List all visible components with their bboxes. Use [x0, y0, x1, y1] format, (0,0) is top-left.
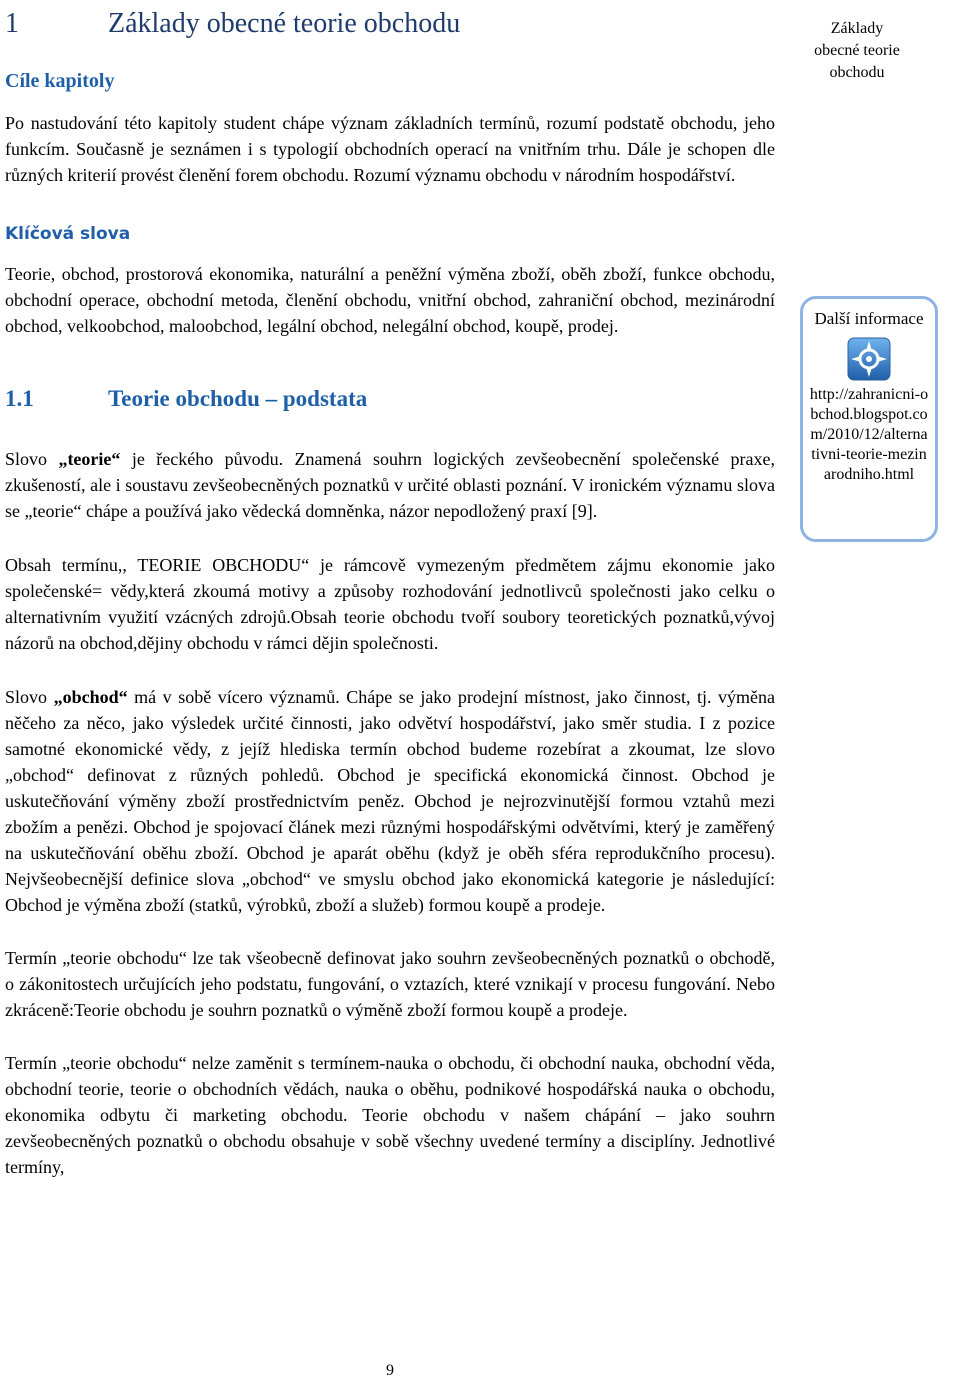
paragraph-termin-1: Termín „teorie obchodu“ lze tak všeobecně definovat jako souhrn zevšeobecněných poznatků o obchodě, o zákonitostech určujících jeho podstatu, fungování, o vztazích, které vznikají v procesu fungování. Nebo zkráceně:Teorie obchodu je souhrn poznatků o výměně zboží formou koupě a prodeje.	[5, 948, 775, 1020]
section-heading	[5, 383, 775, 415]
paragraph-termin-2: Termín „teorie obchodu“ nelze zaměnit s termínem-nauka o obchodu, či obchodní nauka, obchodní věda, obchodní teorie, teorie o obchodních vědách, nauka o oběhu, podnikové hospodářská nauka o obchodu, ekonomika odbytu či marketing obchodu. Teorie obchodu v našem chápání – jako souhrn zevšeobecněných poznatků o obchodu obsahuje v sobě všechny uvedené termíny a disciplíny. Jednotlivé termíny,	[5, 1053, 775, 1177]
compass-globe-icon	[847, 337, 891, 381]
section-title: Teorie obchodu – podstata	[108, 386, 368, 411]
keywords-paragraph: Teorie, obchod, prostorová ekonomika, naturální a peněžní výměna zboží, oběh zboží, funkce obchodu, obchodní operace, obchodní metoda, členění obchodu, vnitřní obchod, zahraniční obchod, mezinárodní obchod, velkoobchod, maloobchod, legální obchod, nelegální obchod, koupě, prodej.	[5, 264, 775, 336]
goals-paragraph: Po nastudování této kapitoly student chápe význam základních termínů, rozumí podstatě obchodu, jeho funkcím. Současně je seznámen i s typologií obchodních operací na vnitřním trhu. Dále je schopen dle různých kriterií provést členění forem obchodu. Rozumí významu obchodu v národním hospodářství.	[5, 113, 775, 185]
section-number: 1.1	[5, 386, 34, 411]
bold-term: „teorie“	[58, 449, 121, 469]
paragraph-obsah: Obsah termínu,, TEORIE OBCHODU“ je rámcově vymezeným předmětem zájmu ekonomie jako společenské= vědy,která zkoumá motivy a způsoby rozhodování jednotlivců společnosti jako celku o alternativním využití vzácných zdrojů.Obsah teorie obchodu tvoří soubory teoretických poznatků,vývoj názorů na obchod,dějiny obchodu v rámci dějin společnosti.	[5, 555, 775, 653]
chapter-heading	[5, 4, 775, 44]
paragraph-slovo-obchod	[5, 684, 775, 918]
main-column	[5, 0, 775, 1180]
page-number: 9	[386, 1362, 394, 1379]
margin-note: Základy obecné teorie obchodu	[814, 20, 900, 81]
chapter-title: Základy obecné teorie obchodu	[108, 8, 461, 39]
text-run: je řeckého původu. Znamená souhrn logických zevšeobecnění společenské praxe, zkušeností, ale i soustavu zevšeobecněných poznatků v určité oblasti poznání. V ironickém významu slova se „teorie“ chápe a používá jako vědecká domněnka, názor nepodložený praxí [9].	[5, 449, 775, 521]
keywords-heading: Klíčová slova	[5, 224, 131, 244]
text-run: má v sobě vícero významů. Chápe se jako prodejní místnost, jako činnost, tj. výměna něčeho za něco, jako výsledek určité činnosti, jako odvětví hospodářství, jako směr studia. I z pozice samotné ekonomické vědy, z jejíž hlediska termín obchod budeme rozebírat a zkoumat, lze slovo „obchod“ definovat z různých pohledů. Obchod je specifická ekonomická činnost. Obchod je uskutečňování výměny zboží prostřednictvím peněz. Obchod je nejrozvinutější formou vztahů mezi zbožím a penězi. Obchod je spojovací článek mezi různými hospodářskými odvětvími, který je zaměřený na uskutečňování oběhu zboží. Obchod je aparát oběhu (když je oběh sféra reprodukčního procesu). Nejvšeobecnější definice slova „obchod“ ve smyslu obchod jako ekonomická kategorie je následující: Obchod je výměna zboží (statků, výrobků, zboží a služeb) formou koupě a prodeje.	[5, 687, 776, 915]
text-run: Slovo	[5, 449, 59, 469]
goals-heading: Cíle kapitoly	[5, 70, 115, 92]
chapter-number: 1	[5, 8, 19, 39]
text-run: Slovo	[5, 687, 54, 707]
bold-term: „obchod“	[53, 687, 128, 707]
further-info-title: Další informace	[814, 309, 924, 328]
further-info-box	[800, 296, 938, 542]
further-info-link[interactable]: http://zahranicni-obchod.blogspot.com/2010/12/alternativni-teorie-mezinarodniho.html	[809, 386, 929, 483]
paragraph-slovo-teorie	[5, 446, 775, 524]
